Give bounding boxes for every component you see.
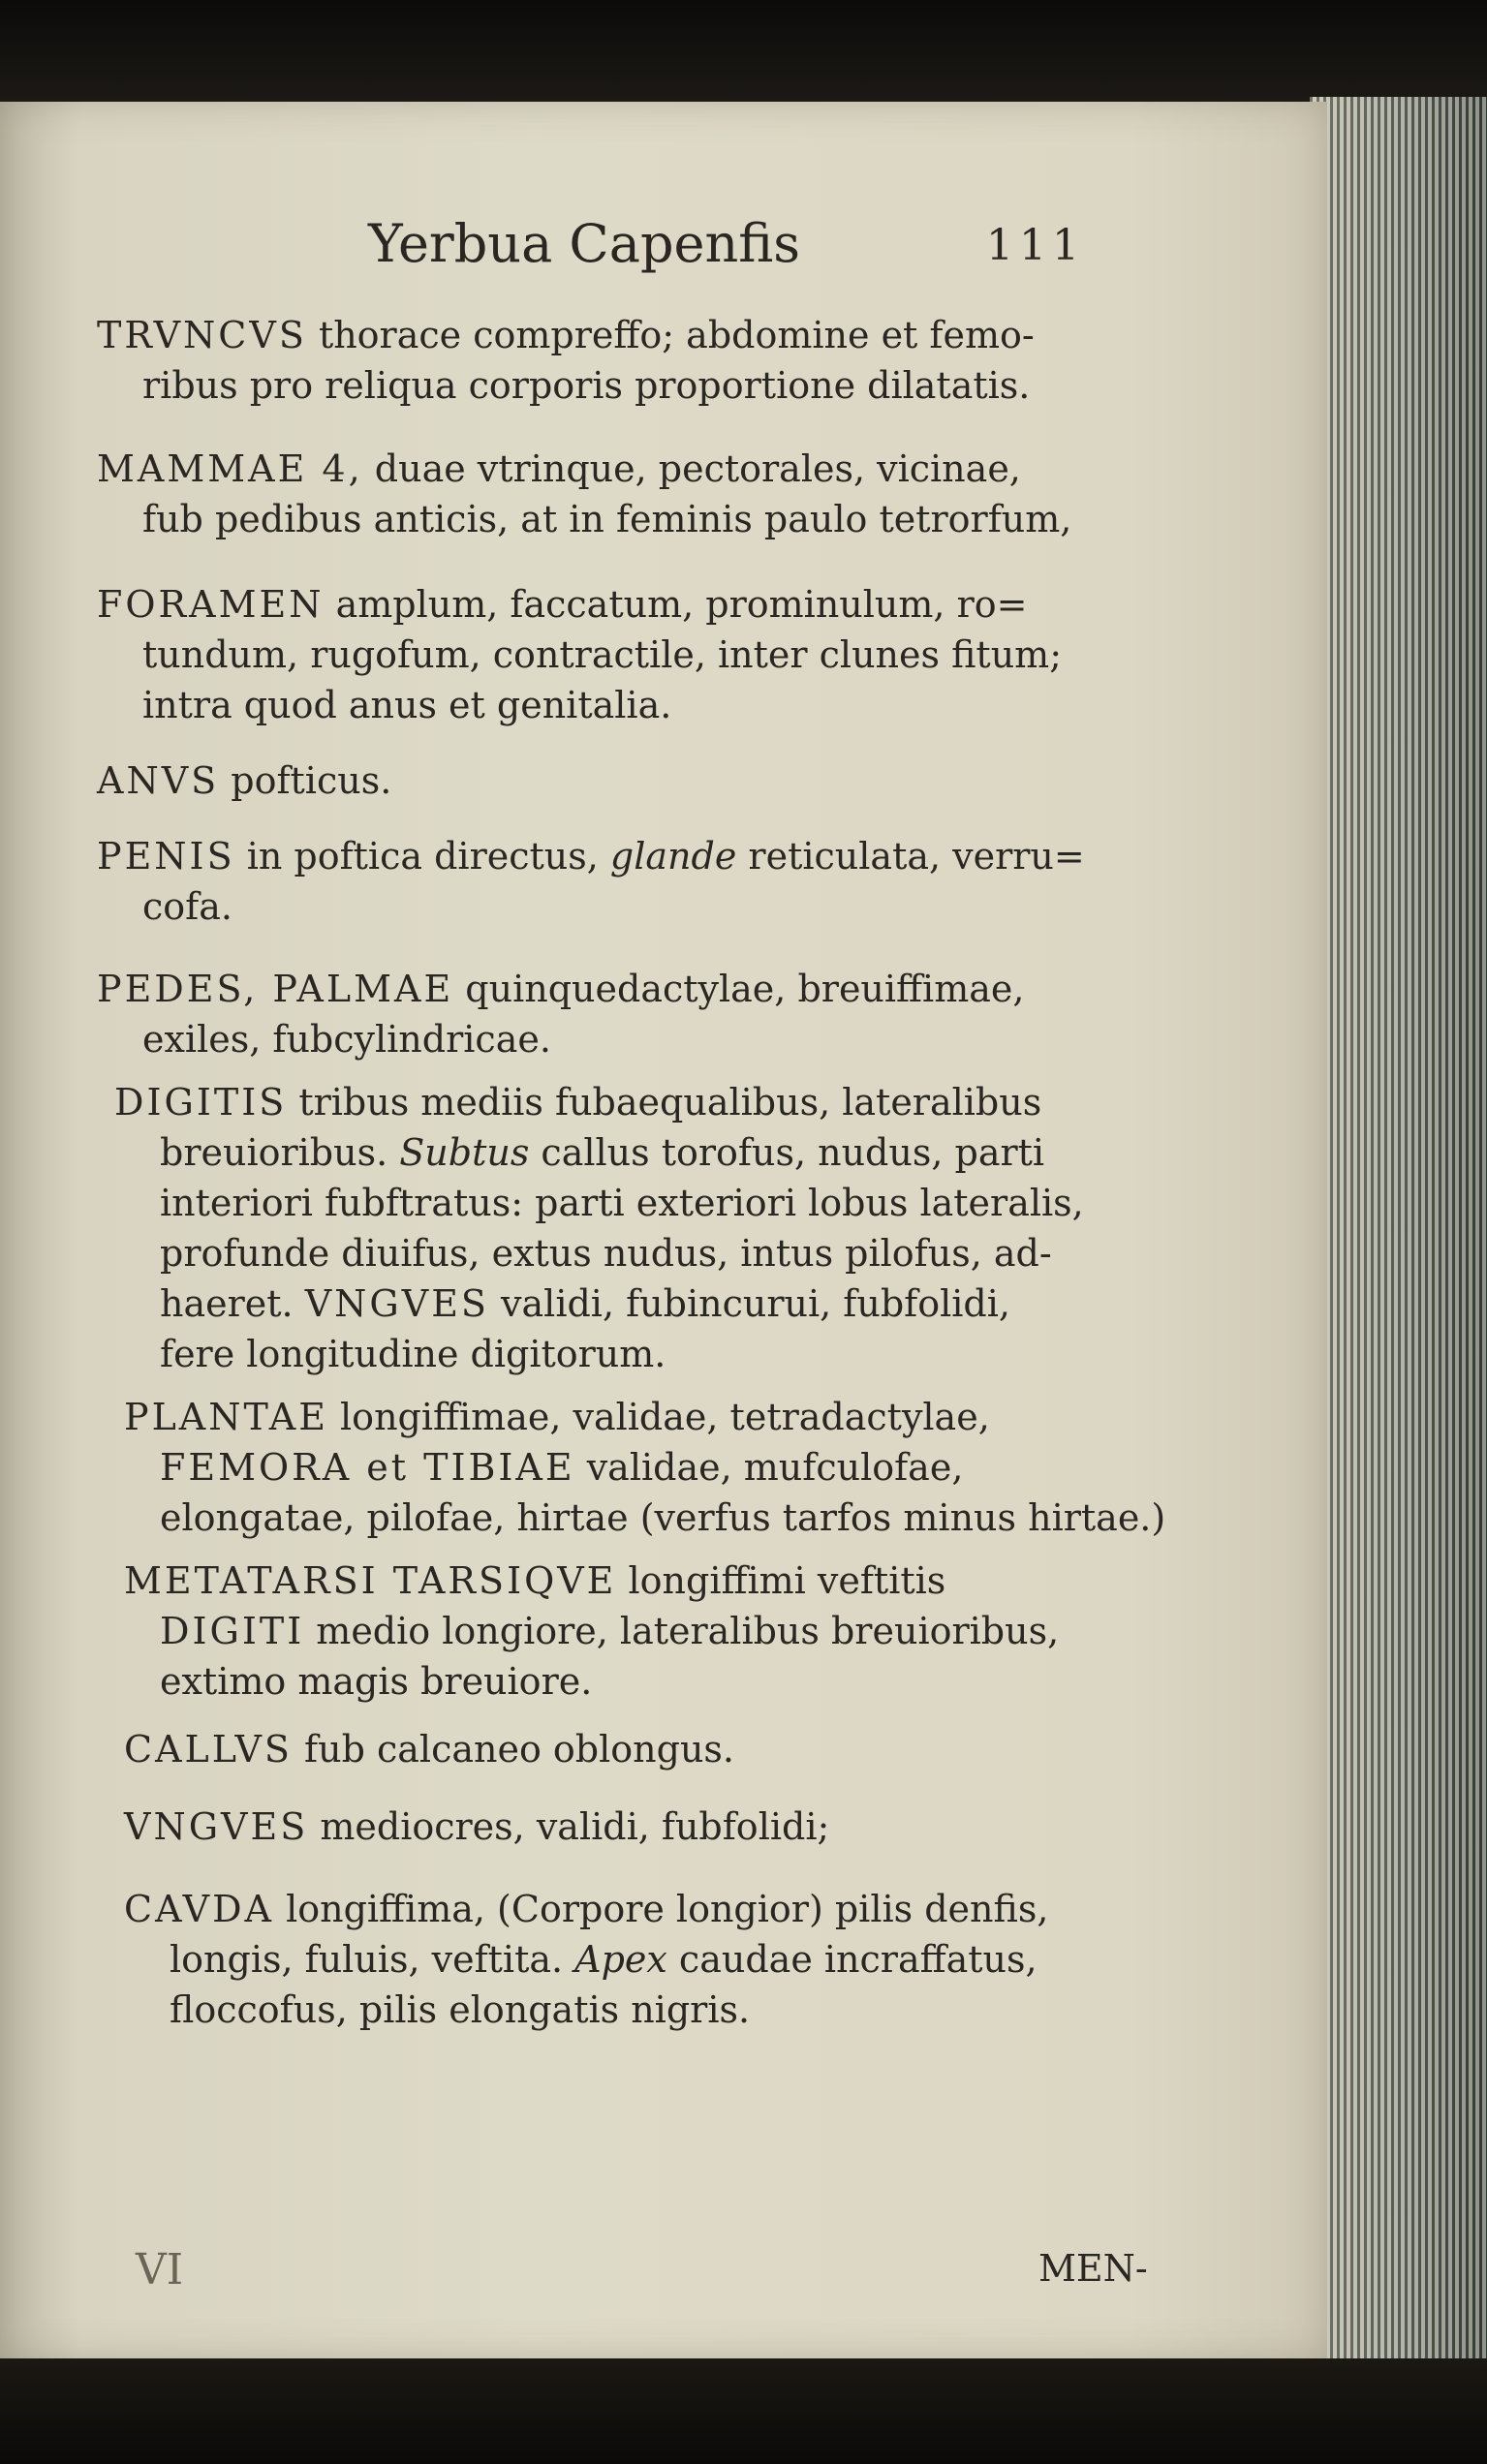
line-femora: FEMORA et TIBIAE validae, mufculofae,	[160, 1446, 964, 1489]
line-mammae-cont: fub pedibus anticis, at in feminis paulo tetrorfum,	[142, 498, 1072, 540]
page-number: 111	[986, 221, 1085, 270]
line-pedes-cont: exiles, fubcylindricae.	[142, 1018, 551, 1061]
line-foramen-cont1: tundum, rugofum, contractile, inter clunes fitum;	[142, 633, 1063, 676]
line-foramen-cont2: intra quod anus et genitalia.	[142, 684, 672, 726]
line-digitis-cont4: haeret. VNGVES validi, fubincurui, fubfolidi,	[160, 1282, 1010, 1325]
line-digitis-cont1: breuioribus. Subtus callus torofus, nudus, parti	[160, 1131, 1045, 1174]
line-cavda-cont2: floccofus, pilis elongatis nigris.	[170, 1988, 751, 2031]
line-digiti-cont: extimo magis breuiore.	[160, 1660, 593, 1703]
line-femora-cont: elongatae, pilofae, hirtae (verfus tarfos minus hirtae.)	[160, 1496, 1166, 1539]
line-metatarsi: METATARSI TARSIQVE longiffimi veftitis	[124, 1559, 946, 1602]
line-pedes: PEDES, PALMAE quinquedactylae, breuiffimae,	[97, 968, 1025, 1010]
catchword: MEN-	[1038, 2247, 1148, 2290]
line-penis-cont: cofa.	[142, 885, 232, 928]
line-mammae: MAMMAE 4, duae vtrinque, pectorales, vicinae,	[97, 447, 1021, 490]
line-trvncvs: TRVNCVS thorace compreffo; abdomine et femo-	[97, 314, 1035, 356]
line-trvncvs-cont: ribus pro reliqua corporis proportione dilatatis.	[142, 364, 1031, 407]
line-plantae: PLANTAE longiffimae, validae, tetradactylae,	[124, 1396, 990, 1438]
running-head: Yerbua Capenfis	[368, 213, 800, 274]
line-digitis-cont2: interiori fubftratus: parti exteriori lobus lateralis,	[160, 1182, 1084, 1224]
page-edges	[1310, 97, 1487, 2363]
line-cavda: CAVDA longiffima, (Corpore longior) pilis denfis,	[124, 1888, 1049, 1930]
line-digitis-cont5: fere longitudine digitorum.	[160, 1333, 666, 1375]
line-digiti: DIGITI medio longiore, lateralibus breuioribus,	[160, 1610, 1060, 1652]
line-vngves: VNGVES mediocres, validi, fubfolidi;	[124, 1805, 830, 1848]
line-cavda-cont1: longis, fuluis, veftita. Apex caudae incraffatus,	[170, 1938, 1038, 1981]
line-penis: PENIS in poftica directus, glande reticulata, verru=	[97, 835, 1085, 878]
signature-mark: VI	[136, 2245, 184, 2295]
top-shadow	[0, 0, 1487, 102]
line-callvs: CALLVS fub calcaneo oblongus.	[124, 1728, 735, 1771]
line-anvs: ANVS pofticus.	[97, 759, 392, 802]
bottom-shadow	[0, 2358, 1487, 2464]
line-foramen: FORAMEN amplum, faccatum, prominulum, ro=	[97, 583, 1028, 626]
line-digitis: DIGITIS tribus mediis fubaequalibus, lateralibus	[114, 1081, 1042, 1124]
line-digitis-cont3: profunde diuifus, extus nudus, intus pilofus, ad-	[160, 1232, 1052, 1275]
